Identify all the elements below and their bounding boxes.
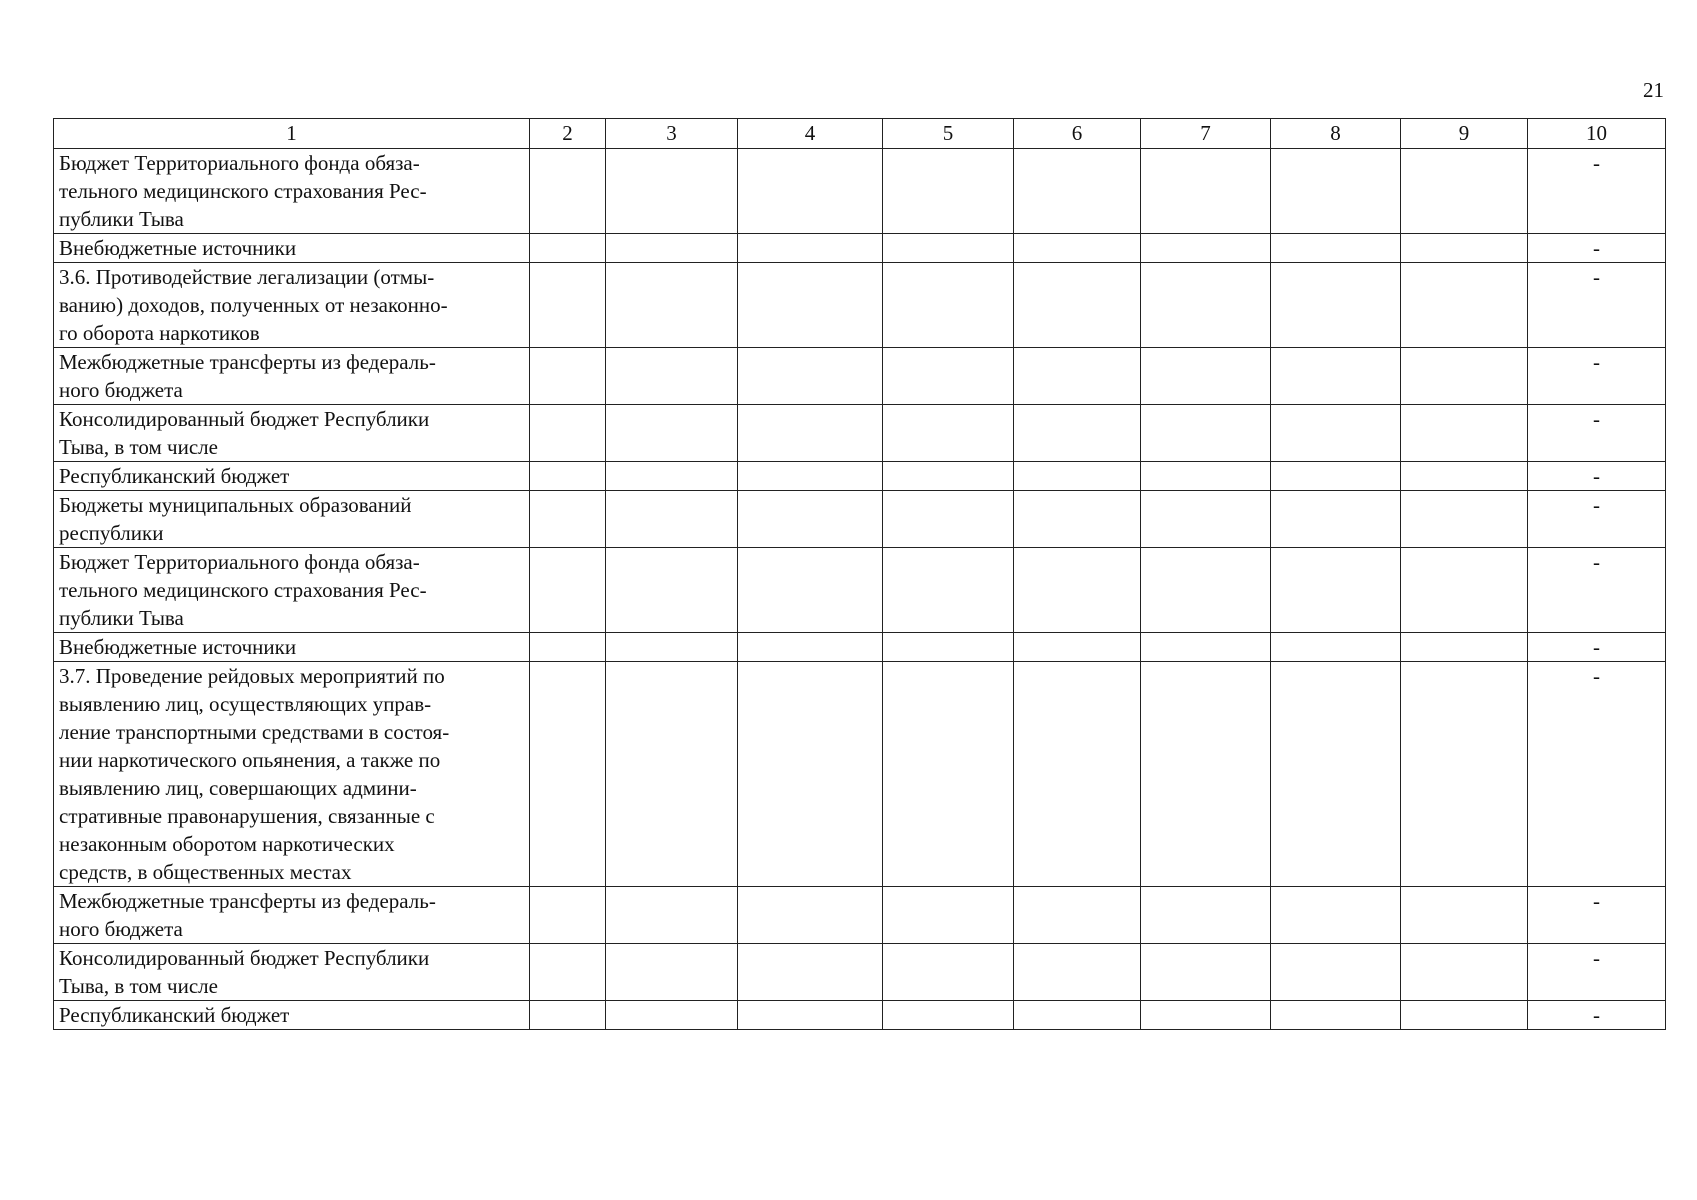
empty-cell-col3 bbox=[606, 1001, 738, 1030]
empty-cell-col6 bbox=[1014, 491, 1141, 548]
cell-col10: - bbox=[1528, 1001, 1666, 1030]
empty-cell-col5 bbox=[883, 633, 1014, 662]
row-label-line: 3.6. Противодействие легализации (отмы- bbox=[59, 265, 435, 289]
row-label bbox=[54, 149, 530, 234]
row-label-line: публики Тыва bbox=[59, 606, 184, 630]
empty-cell-col3 bbox=[606, 405, 738, 462]
empty-cell-col2 bbox=[530, 462, 606, 491]
empty-cell-col4 bbox=[738, 548, 883, 633]
empty-cell-col6 bbox=[1014, 548, 1141, 633]
empty-cell-col6 bbox=[1014, 662, 1141, 887]
empty-cell-col3 bbox=[606, 263, 738, 348]
table-row bbox=[54, 234, 1666, 263]
empty-cell-col3 bbox=[606, 348, 738, 405]
empty-cell-col4 bbox=[738, 263, 883, 348]
empty-cell-col4 bbox=[738, 662, 883, 887]
column-header: 4 bbox=[738, 119, 883, 149]
empty-cell-col9 bbox=[1401, 405, 1528, 462]
row-label bbox=[54, 491, 530, 548]
row-label bbox=[54, 234, 530, 263]
empty-cell-col8 bbox=[1271, 263, 1401, 348]
empty-cell-col8 bbox=[1271, 887, 1401, 944]
empty-cell-col3 bbox=[606, 462, 738, 491]
empty-cell-col3 bbox=[606, 887, 738, 944]
column-header: 7 bbox=[1141, 119, 1271, 149]
table-row bbox=[54, 149, 1666, 234]
empty-cell-col3 bbox=[606, 234, 738, 263]
table-row bbox=[54, 348, 1666, 405]
empty-cell-col3 bbox=[606, 633, 738, 662]
empty-cell-col4 bbox=[738, 348, 883, 405]
page-number: 21 bbox=[1643, 78, 1664, 102]
empty-cell-col4 bbox=[738, 1001, 883, 1030]
empty-cell-col2 bbox=[530, 887, 606, 944]
empty-cell-col6 bbox=[1014, 887, 1141, 944]
budget-table bbox=[53, 118, 1666, 1030]
empty-cell-col3 bbox=[606, 662, 738, 887]
row-label bbox=[54, 1001, 530, 1030]
row-label-line: незаконным оборотом наркотических bbox=[59, 832, 395, 856]
empty-cell-col9 bbox=[1401, 149, 1528, 234]
empty-cell-col7 bbox=[1141, 263, 1271, 348]
empty-cell-col7 bbox=[1141, 944, 1271, 1001]
empty-cell-col5 bbox=[883, 548, 1014, 633]
table-row bbox=[54, 405, 1666, 462]
cell-col10: - bbox=[1528, 662, 1666, 887]
row-label-line: тельного медицинского страхования Рес- bbox=[59, 578, 427, 602]
cell-col10: - bbox=[1528, 149, 1666, 234]
cell-col10: - bbox=[1528, 263, 1666, 348]
row-label bbox=[54, 263, 530, 348]
row-label-line: Консолидированный бюджет Республики bbox=[59, 946, 430, 970]
row-label-line: Межбюджетные трансферты из федераль- bbox=[59, 350, 436, 374]
row-label-line: Тыва, в том числе bbox=[59, 974, 218, 998]
row-label bbox=[54, 462, 530, 491]
empty-cell-col8 bbox=[1271, 234, 1401, 263]
empty-cell-col8 bbox=[1271, 462, 1401, 491]
empty-cell-col6 bbox=[1014, 462, 1141, 491]
row-label bbox=[54, 662, 530, 887]
table-row bbox=[54, 944, 1666, 1001]
empty-cell-col5 bbox=[883, 263, 1014, 348]
empty-cell-col7 bbox=[1141, 633, 1271, 662]
empty-cell-col6 bbox=[1014, 263, 1141, 348]
empty-cell-col8 bbox=[1271, 348, 1401, 405]
empty-cell-col8 bbox=[1271, 662, 1401, 887]
column-header: 3 bbox=[606, 119, 738, 149]
row-label-line: стративные правонарушения, связанные с bbox=[59, 804, 435, 828]
row-label-line: Бюджеты муниципальных образований bbox=[59, 493, 412, 517]
row-label bbox=[54, 633, 530, 662]
empty-cell-col8 bbox=[1271, 548, 1401, 633]
empty-cell-col6 bbox=[1014, 234, 1141, 263]
empty-cell-col9 bbox=[1401, 491, 1528, 548]
table-row bbox=[54, 662, 1666, 887]
empty-cell-col9 bbox=[1401, 887, 1528, 944]
empty-cell-col5 bbox=[883, 944, 1014, 1001]
empty-cell-col7 bbox=[1141, 887, 1271, 944]
empty-cell-col9 bbox=[1401, 1001, 1528, 1030]
empty-cell-col4 bbox=[738, 462, 883, 491]
table-row bbox=[54, 887, 1666, 944]
empty-cell-col9 bbox=[1401, 263, 1528, 348]
table-row bbox=[54, 462, 1666, 491]
empty-cell-col6 bbox=[1014, 348, 1141, 405]
cell-col10: - bbox=[1528, 234, 1666, 263]
cell-col10: - bbox=[1528, 944, 1666, 1001]
empty-cell-col9 bbox=[1401, 348, 1528, 405]
empty-cell-col7 bbox=[1141, 548, 1271, 633]
empty-cell-col5 bbox=[883, 462, 1014, 491]
empty-cell-col7 bbox=[1141, 348, 1271, 405]
row-label-line: ление транспортными средствами в состоя- bbox=[59, 720, 450, 744]
table-row bbox=[54, 548, 1666, 633]
table-header-row bbox=[54, 119, 1666, 149]
empty-cell-col3 bbox=[606, 944, 738, 1001]
empty-cell-col4 bbox=[738, 491, 883, 548]
empty-cell-col7 bbox=[1141, 405, 1271, 462]
empty-cell-col7 bbox=[1141, 662, 1271, 887]
empty-cell-col6 bbox=[1014, 149, 1141, 234]
table-row bbox=[54, 1001, 1666, 1030]
empty-cell-col5 bbox=[883, 662, 1014, 887]
row-label bbox=[54, 405, 530, 462]
empty-cell-col4 bbox=[738, 234, 883, 263]
row-label-line: ного бюджета bbox=[59, 917, 183, 941]
column-header: 5 bbox=[883, 119, 1014, 149]
row-label-line: Внебюджетные источники bbox=[59, 236, 297, 260]
empty-cell-col8 bbox=[1271, 1001, 1401, 1030]
row-label-line: Межбюджетные трансферты из федераль- bbox=[59, 889, 436, 913]
cell-col10: - bbox=[1528, 548, 1666, 633]
empty-cell-col7 bbox=[1141, 1001, 1271, 1030]
empty-cell-col8 bbox=[1271, 149, 1401, 234]
empty-cell-col2 bbox=[530, 548, 606, 633]
row-label-line: средств, в общественных местах bbox=[59, 860, 352, 884]
empty-cell-col4 bbox=[738, 149, 883, 234]
empty-cell-col7 bbox=[1141, 491, 1271, 548]
table-row bbox=[54, 263, 1666, 348]
empty-cell-col5 bbox=[883, 348, 1014, 405]
row-label-line: публики Тыва bbox=[59, 207, 184, 231]
row-label-line: Республиканский бюджет bbox=[59, 464, 290, 488]
column-header: 6 bbox=[1014, 119, 1141, 149]
row-label-line: Тыва, в том числе bbox=[59, 435, 218, 459]
cell-col10: - bbox=[1528, 462, 1666, 491]
empty-cell-col2 bbox=[530, 405, 606, 462]
empty-cell-col9 bbox=[1401, 662, 1528, 887]
empty-cell-col2 bbox=[530, 263, 606, 348]
empty-cell-col9 bbox=[1401, 944, 1528, 1001]
cell-col10: - bbox=[1528, 491, 1666, 548]
empty-cell-col8 bbox=[1271, 633, 1401, 662]
row-label-line: Внебюджетные источники bbox=[59, 635, 297, 659]
empty-cell-col2 bbox=[530, 1001, 606, 1030]
empty-cell-col8 bbox=[1271, 944, 1401, 1001]
table-row bbox=[54, 491, 1666, 548]
empty-cell-col6 bbox=[1014, 1001, 1141, 1030]
row-label-line: выявлению лиц, совершающих админи- bbox=[59, 776, 417, 800]
empty-cell-col7 bbox=[1141, 234, 1271, 263]
row-label-line: ного бюджета bbox=[59, 378, 183, 402]
empty-cell-col3 bbox=[606, 149, 738, 234]
empty-cell-col6 bbox=[1014, 944, 1141, 1001]
empty-cell-col6 bbox=[1014, 405, 1141, 462]
column-header: 10 bbox=[1528, 119, 1666, 149]
row-label bbox=[54, 944, 530, 1001]
row-label bbox=[54, 887, 530, 944]
empty-cell-col2 bbox=[530, 234, 606, 263]
empty-cell-col4 bbox=[738, 887, 883, 944]
empty-cell-col2 bbox=[530, 348, 606, 405]
row-label bbox=[54, 548, 530, 633]
column-header: 8 bbox=[1271, 119, 1401, 149]
empty-cell-col5 bbox=[883, 1001, 1014, 1030]
row-label-line: 3.7. Проведение рейдовых мероприятий по bbox=[59, 664, 445, 688]
row-label-line: нии наркотического опьянения, а также по bbox=[59, 748, 441, 772]
empty-cell-col2 bbox=[530, 633, 606, 662]
column-header: 9 bbox=[1401, 119, 1528, 149]
row-label-line: Бюджет Территориального фонда обяза- bbox=[59, 550, 420, 574]
empty-cell-col7 bbox=[1141, 149, 1271, 234]
empty-cell-col9 bbox=[1401, 548, 1528, 633]
empty-cell-col9 bbox=[1401, 234, 1528, 263]
row-label-line: Консолидированный бюджет Республики bbox=[59, 407, 430, 431]
row-label-line: го оборота наркотиков bbox=[59, 321, 260, 345]
empty-cell-col5 bbox=[883, 149, 1014, 234]
empty-cell-col4 bbox=[738, 633, 883, 662]
column-header: 1 bbox=[54, 119, 530, 149]
cell-col10: - bbox=[1528, 887, 1666, 944]
row-label-line: тельного медицинского страхования Рес- bbox=[59, 179, 427, 203]
cell-col10: - bbox=[1528, 633, 1666, 662]
empty-cell-col8 bbox=[1271, 405, 1401, 462]
empty-cell-col2 bbox=[530, 944, 606, 1001]
empty-cell-col8 bbox=[1271, 491, 1401, 548]
empty-cell-col3 bbox=[606, 491, 738, 548]
cell-col10: - bbox=[1528, 348, 1666, 405]
empty-cell-col9 bbox=[1401, 462, 1528, 491]
column-header: 2 bbox=[530, 119, 606, 149]
empty-cell-col5 bbox=[883, 234, 1014, 263]
row-label-line: ванию) доходов, полученных от незаконно- bbox=[59, 293, 448, 317]
empty-cell-col7 bbox=[1141, 462, 1271, 491]
cell-col10: - bbox=[1528, 405, 1666, 462]
row-label-line: Республиканский бюджет bbox=[59, 1003, 290, 1027]
empty-cell-col5 bbox=[883, 887, 1014, 944]
empty-cell-col2 bbox=[530, 491, 606, 548]
empty-cell-col5 bbox=[883, 405, 1014, 462]
empty-cell-col2 bbox=[530, 662, 606, 887]
row-label-line: Бюджет Территориального фонда обяза- bbox=[59, 151, 420, 175]
row-label-line: выявлению лиц, осуществляющих управ- bbox=[59, 692, 432, 716]
empty-cell-col3 bbox=[606, 548, 738, 633]
empty-cell-col4 bbox=[738, 944, 883, 1001]
empty-cell-col9 bbox=[1401, 633, 1528, 662]
empty-cell-col4 bbox=[738, 405, 883, 462]
table-row bbox=[54, 633, 1666, 662]
empty-cell-col5 bbox=[883, 491, 1014, 548]
empty-cell-col2 bbox=[530, 149, 606, 234]
row-label bbox=[54, 348, 530, 405]
row-label-line: республики bbox=[59, 521, 164, 545]
empty-cell-col6 bbox=[1014, 633, 1141, 662]
